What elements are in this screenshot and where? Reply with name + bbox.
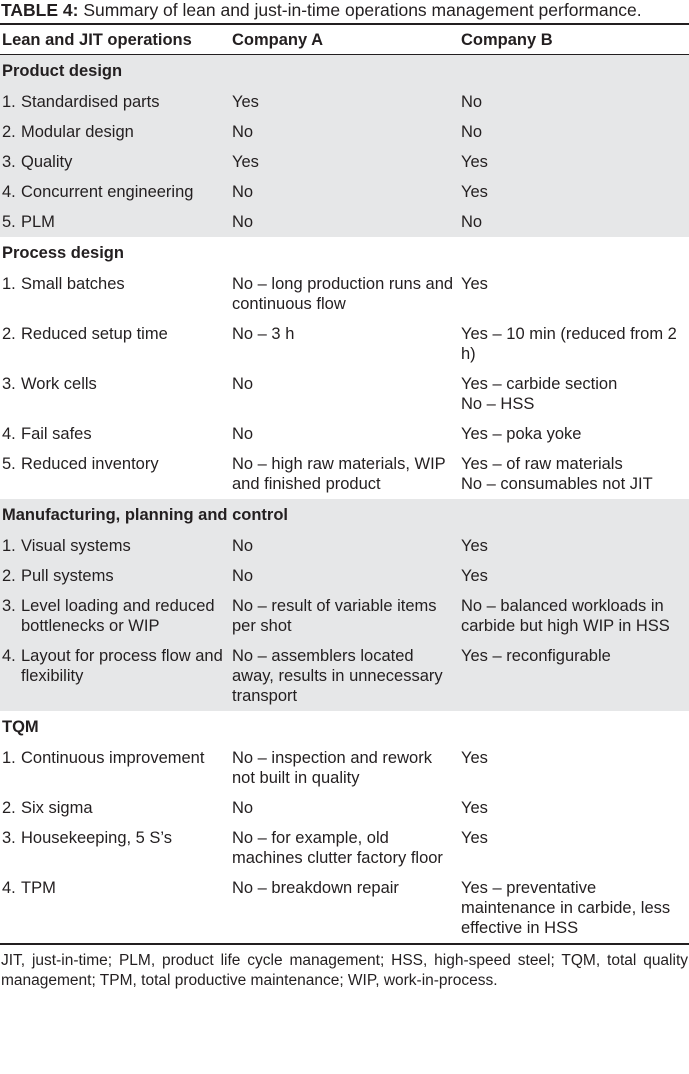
company-a-cell: No <box>232 213 254 231</box>
table-footnote: JIT, just-in-time; PLM, product life cycle management; HSS, high-speed steel; TQM, total quality management; TPM, total productive maintenance; WIP, work-in-process. <box>1 952 688 989</box>
item-label: Modular design <box>21 123 134 141</box>
item-number: 1. <box>2 537 16 555</box>
operation-cell <box>0 641 230 711</box>
operation-cell <box>0 319 230 369</box>
item-label: Reduced inventory <box>21 455 159 473</box>
item-label: Fail safes <box>21 425 92 443</box>
item-number: 4. <box>2 647 16 665</box>
item-label: Continuous improvement <box>21 749 205 767</box>
table-row <box>0 793 689 823</box>
company-b-cell: No – balanced workloads in carbide but high WIP in HSS <box>461 597 670 635</box>
section-manufacturing-planning-and-control <box>0 499 689 711</box>
header-company-b: Company B <box>461 31 553 49</box>
table-row <box>0 87 689 117</box>
section-heading: Manufacturing, planning and control <box>2 506 288 524</box>
item-label: Layout for process flow and flexibility <box>21 647 223 685</box>
item-label: Quality <box>21 153 73 171</box>
company-b-cell: Yes – of raw materials No – consumables not JIT <box>461 455 653 493</box>
company-a-cell: No – assemblers located away, results in unnecessary transport <box>232 647 443 705</box>
table-row <box>0 177 689 207</box>
operation-cell <box>0 793 230 823</box>
item-number: 4. <box>2 425 16 443</box>
section-product-design <box>0 55 689 238</box>
item-label: Housekeeping, 5 S’s <box>21 829 173 847</box>
table-row <box>0 117 689 147</box>
company-b-cell: No <box>461 93 483 111</box>
operation-cell <box>0 369 230 419</box>
item-number: 1. <box>2 93 16 111</box>
company-b-cell: Yes <box>461 799 488 817</box>
item-number: 1. <box>2 749 16 767</box>
item-number: 3. <box>2 375 16 393</box>
table-row <box>0 561 689 591</box>
company-b-cell: Yes <box>461 567 488 585</box>
company-a-cell: No – long production runs and continuous flow <box>232 275 454 313</box>
company-b-cell: Yes – preventative maintenance in carbide, less effective in HSS <box>461 879 671 937</box>
operation-cell <box>0 873 230 943</box>
section-heading-row <box>0 711 689 743</box>
company-b-cell: No <box>461 213 483 231</box>
table-caption <box>0 0 689 20</box>
company-a-cell: No <box>232 123 254 141</box>
operation-cell <box>0 561 230 591</box>
company-b-cell: Yes <box>461 275 488 293</box>
company-b-cell: Yes <box>461 537 488 555</box>
company-a-cell: No – breakdown repair <box>232 879 399 897</box>
operation-cell <box>0 743 230 793</box>
company-a-cell: No <box>232 375 254 393</box>
section-process-design <box>0 237 689 499</box>
company-b-cell: Yes <box>461 183 488 201</box>
company-b-cell: Yes – poka yoke <box>461 425 582 443</box>
table-caption-text: Summary of lean and just-in-time operations management performance. <box>83 0 642 20</box>
table-row <box>0 319 689 369</box>
item-number: 2. <box>2 123 16 141</box>
operation-cell <box>0 207 230 237</box>
company-b-cell: Yes – carbide section No – HSS <box>461 375 618 413</box>
item-number: 4. <box>2 183 16 201</box>
operation-cell <box>0 591 230 641</box>
item-label: Work cells <box>21 375 97 393</box>
table-row <box>0 641 689 711</box>
section-heading-row <box>0 55 689 88</box>
item-label: Six sigma <box>21 799 93 817</box>
item-number: 3. <box>2 597 16 615</box>
item-label: Level loading and reduced bottlenecks or WIP <box>21 597 215 635</box>
item-label: Standardised parts <box>21 93 160 111</box>
item-number: 5. <box>2 213 16 231</box>
table-row <box>0 449 689 499</box>
table-row <box>0 591 689 641</box>
item-label: TPM <box>21 879 56 897</box>
table-row <box>0 873 689 943</box>
item-label: Small batches <box>21 275 125 293</box>
item-number: 3. <box>2 153 16 171</box>
item-number: 2. <box>2 325 16 343</box>
table-row <box>0 269 689 319</box>
company-b-cell: Yes – reconfigurable <box>461 647 611 665</box>
table-row <box>0 823 689 873</box>
company-b-cell: Yes <box>461 829 488 847</box>
operation-cell <box>0 419 230 449</box>
item-label: Concurrent engineering <box>21 183 194 201</box>
company-a-cell: No – high raw materials, WIP and finished product <box>232 455 446 493</box>
item-label: Reduced setup time <box>21 325 168 343</box>
table-row <box>0 147 689 177</box>
operation-cell <box>0 269 230 319</box>
company-a-cell: No <box>232 183 254 201</box>
item-label: Visual systems <box>21 537 131 555</box>
table-row <box>0 419 689 449</box>
header-row <box>0 24 689 55</box>
section-heading: Product design <box>2 62 123 80</box>
table-row <box>0 743 689 793</box>
operation-cell <box>0 177 230 207</box>
company-a-cell: No – result of variable items per shot <box>232 597 437 635</box>
company-b-cell: No <box>461 123 483 141</box>
company-b-cell: Yes <box>461 749 488 767</box>
company-a-cell: Yes <box>232 153 259 171</box>
table-row <box>0 207 689 237</box>
table-label: TABLE 4: <box>1 0 79 20</box>
section-heading-row <box>0 237 689 269</box>
section-heading: TQM <box>2 718 39 736</box>
item-number: 4. <box>2 879 16 897</box>
header-lean-jit: Lean and JIT operations <box>2 31 192 49</box>
company-a-cell: No <box>232 799 254 817</box>
company-a-cell: No – inspection and rework not built in quality <box>232 749 432 787</box>
section-tqm <box>0 711 689 943</box>
item-number: 5. <box>2 455 16 473</box>
item-number: 1. <box>2 275 16 293</box>
section-heading-row <box>0 499 689 531</box>
company-a-cell: No – 3 h <box>232 325 295 343</box>
operation-cell <box>0 449 230 499</box>
operation-cell <box>0 147 230 177</box>
company-a-cell: No <box>232 537 254 555</box>
operation-cell <box>0 823 230 873</box>
section-heading: Process design <box>2 244 124 262</box>
operation-cell <box>0 87 230 117</box>
company-a-cell: No – for example, old machines clutter factory floor <box>232 829 443 867</box>
item-label: PLM <box>21 213 55 231</box>
company-a-cell: No <box>232 567 254 585</box>
company-b-cell: Yes – 10 min (reduced from 2 h) <box>461 325 677 363</box>
operation-cell <box>0 531 230 561</box>
operation-cell <box>0 117 230 147</box>
company-a-cell: No <box>232 425 254 443</box>
table-row <box>0 369 689 419</box>
table-row <box>0 531 689 561</box>
company-b-cell: Yes <box>461 153 488 171</box>
item-number: 2. <box>2 567 16 585</box>
company-a-cell: Yes <box>232 93 259 111</box>
item-label: Pull systems <box>21 567 114 585</box>
header-company-a: Company A <box>232 31 324 49</box>
summary-table <box>0 23 689 943</box>
item-number: 3. <box>2 829 16 847</box>
item-number: 2. <box>2 799 16 817</box>
